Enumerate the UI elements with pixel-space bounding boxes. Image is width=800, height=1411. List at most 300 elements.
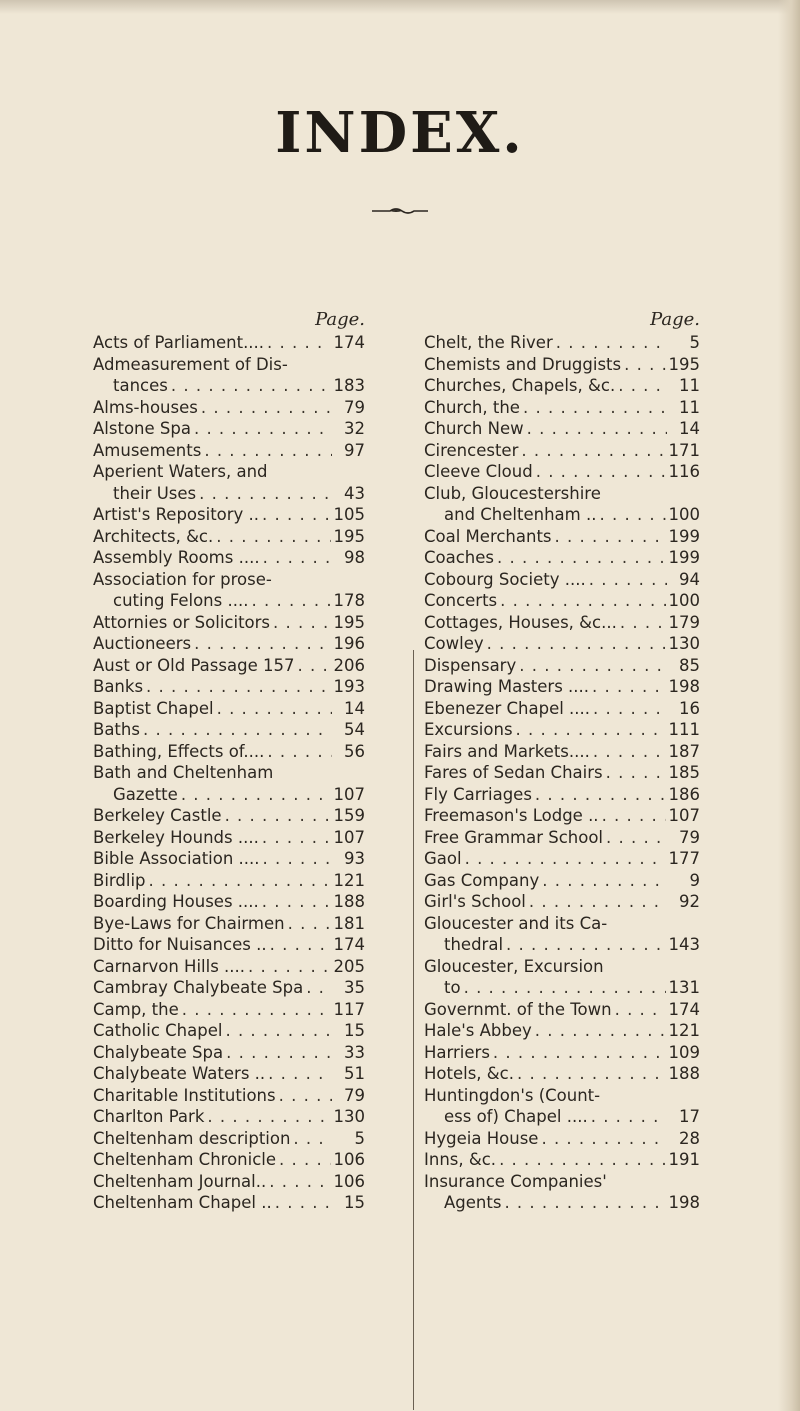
index-entry xyxy=(93,655,365,677)
entry-page-number: 185 xyxy=(668,763,700,782)
dot-leader xyxy=(535,784,666,806)
index-entry xyxy=(93,719,365,741)
dot-leader xyxy=(225,805,331,827)
entry-page-number: 56 xyxy=(344,741,365,761)
dot-leader xyxy=(273,612,330,634)
index-list-right xyxy=(424,332,700,1214)
index-entry xyxy=(93,418,365,440)
dot-leader xyxy=(194,418,332,440)
entry-text: thedral xyxy=(444,935,504,954)
entry-text: Governmt. of the Town xyxy=(424,999,612,1019)
dot-leader xyxy=(615,999,666,1021)
index-entry xyxy=(93,934,365,956)
entry-page-number: 16 xyxy=(679,698,700,718)
dot-leader xyxy=(306,977,332,999)
dot-leader xyxy=(555,526,666,548)
dot-leader xyxy=(251,590,330,612)
index-entry xyxy=(424,1149,700,1171)
entry-page-number: 94 xyxy=(679,569,700,589)
index-entry xyxy=(93,956,365,978)
entry-text: cuting Felons .... xyxy=(113,591,249,610)
column-divider xyxy=(413,650,414,1410)
entry-text: Churches, Chapels, &c. xyxy=(424,376,616,395)
entry-page-number: 32 xyxy=(344,419,365,438)
index-entry xyxy=(93,741,365,763)
entry-page-number: 198 xyxy=(668,1193,700,1212)
index-entry xyxy=(93,461,365,504)
entry-text: Alms-houses xyxy=(93,397,198,417)
dot-leader xyxy=(267,741,332,763)
index-entry xyxy=(424,483,700,526)
dot-leader xyxy=(263,848,332,870)
dot-leader xyxy=(497,547,665,569)
dot-leader xyxy=(207,1106,330,1128)
dot-leader xyxy=(620,612,666,634)
dot-leader xyxy=(267,332,330,354)
index-entry xyxy=(93,440,365,462)
index-entry xyxy=(424,397,700,419)
entry-text: Acts of Parliament.... xyxy=(93,333,265,352)
entry-page-number: 97 xyxy=(344,440,365,460)
entry-text: Chemists and Druggists xyxy=(424,354,622,374)
entry-text: Birdlip xyxy=(93,870,146,890)
entry-page-number: 79 xyxy=(344,397,365,417)
index-entry xyxy=(424,547,700,569)
index-entry xyxy=(424,1171,700,1214)
entry-text: Harriers xyxy=(424,1042,490,1062)
index-entry xyxy=(93,547,365,569)
entry-page-number: 174 xyxy=(333,935,365,954)
dot-leader xyxy=(293,1128,332,1150)
entry-page-number: 191 xyxy=(668,1150,700,1169)
entry-text: Dispensary xyxy=(424,655,517,675)
index-entry xyxy=(93,999,365,1021)
dot-leader xyxy=(536,461,666,483)
entry-text: Baths xyxy=(93,720,140,739)
entry-page-number: 98 xyxy=(344,548,365,567)
dot-leader xyxy=(487,633,666,655)
entry-page-number: 54 xyxy=(344,720,365,739)
entry-page-number: 107 xyxy=(333,784,365,804)
dot-leader xyxy=(493,1042,666,1064)
entry-text: Charitable Institutions xyxy=(93,1085,276,1105)
dot-leader xyxy=(279,1085,332,1107)
dot-leader xyxy=(618,375,667,397)
index-entry xyxy=(424,461,700,483)
index-entry xyxy=(424,956,700,999)
dot-leader xyxy=(204,440,332,462)
entry-text: Chalybeate Waters .. xyxy=(93,1064,266,1083)
entry-page-number: 100 xyxy=(668,505,700,524)
entry-text: Inns, &c. xyxy=(424,1150,497,1169)
entry-page-number: 107 xyxy=(668,806,700,825)
entry-page-number: 116 xyxy=(668,462,700,481)
dot-leader xyxy=(275,1192,332,1214)
entry-text: Fairs and Markets.... xyxy=(424,741,590,761)
index-entry xyxy=(424,440,700,462)
entry-page-number: 17 xyxy=(679,1107,700,1126)
entry-text: Banks xyxy=(93,677,144,696)
entry-text: Aust or Old Passage 157 xyxy=(93,655,295,675)
entry-text: Aperient Waters, and xyxy=(93,462,268,481)
entry-text: Boarding Houses .... xyxy=(93,892,259,911)
index-entry xyxy=(93,332,365,354)
entry-page-number: 117 xyxy=(333,999,365,1019)
entry-text: Cowley xyxy=(424,634,484,653)
entry-text: Association for prose- xyxy=(93,569,272,589)
entry-text: Gloucester, Excursion xyxy=(424,956,604,976)
entry-text: Cheltenham Journal.. xyxy=(93,1171,267,1191)
entry-text: to xyxy=(444,978,461,997)
page-column-label: Page. xyxy=(315,309,365,330)
entry-text: Ditto for Nuisances .. xyxy=(93,935,267,954)
entry-text: Hygeia House xyxy=(424,1128,539,1148)
index-entry xyxy=(424,418,700,440)
index-column-left xyxy=(93,308,365,1214)
entry-text: Charlton Park xyxy=(93,1107,205,1126)
index-entry xyxy=(93,1085,365,1107)
entry-text: Girl's School xyxy=(424,892,526,911)
dot-leader xyxy=(602,805,666,827)
index-entry xyxy=(93,913,365,935)
entry-text: Auctioneers xyxy=(93,634,192,653)
entry-page-number: 15 xyxy=(344,1021,365,1040)
entry-page-number: 159 xyxy=(333,806,365,825)
index-entry xyxy=(93,397,365,419)
entry-text: Baptist Chapel xyxy=(93,698,214,718)
entry-text: Gaol xyxy=(424,849,462,868)
index-entry xyxy=(93,612,365,634)
index-list-left xyxy=(93,332,365,1214)
entry-page-number: 171 xyxy=(668,440,700,460)
dot-leader xyxy=(624,354,665,376)
index-entry xyxy=(424,569,700,591)
entry-page-number: 111 xyxy=(668,720,700,739)
index-entry xyxy=(424,913,700,956)
index-entry xyxy=(93,977,365,999)
entry-text: Cheltenham Chronicle xyxy=(93,1150,277,1169)
entry-page-number: 79 xyxy=(679,827,700,847)
entry-text: Fares of Sedan Chairs xyxy=(424,763,603,782)
entry-text: Catholic Chapel xyxy=(93,1021,223,1040)
entry-page-number: 196 xyxy=(333,634,365,653)
entry-text: Bye-Laws for Chairmen xyxy=(93,913,285,933)
entry-page-number: 205 xyxy=(333,956,365,976)
dot-leader xyxy=(262,504,330,526)
entry-text: Hale's Abbey xyxy=(424,1021,532,1040)
index-entry xyxy=(424,375,700,397)
entry-text: Cambray Chalybeate Spa xyxy=(93,978,304,997)
index-entry xyxy=(424,1128,700,1150)
dot-leader xyxy=(542,870,667,892)
dot-leader xyxy=(217,698,332,720)
entry-text: Cirencester xyxy=(424,440,519,460)
index-entry xyxy=(424,633,700,655)
entry-text: Church New xyxy=(424,419,524,438)
entry-page-number: 92 xyxy=(679,892,700,911)
dot-leader xyxy=(279,1149,330,1171)
entry-page-number: 130 xyxy=(668,634,700,653)
entry-text: Coal Merchants xyxy=(424,526,552,546)
entry-page-number: 195 xyxy=(333,612,365,632)
index-entry xyxy=(93,827,365,849)
entry-page-number: 33 xyxy=(344,1042,365,1062)
dot-leader xyxy=(464,977,666,999)
entry-page-number: 188 xyxy=(668,1064,700,1083)
dot-leader xyxy=(262,891,331,913)
dot-leader xyxy=(606,762,666,784)
entry-text: Hotels, &c. xyxy=(424,1064,514,1083)
index-entry xyxy=(93,633,365,655)
entry-text: Bathing, Effects of.... xyxy=(93,741,265,761)
dot-leader xyxy=(541,1128,667,1150)
index-entry xyxy=(424,827,700,849)
dot-leader xyxy=(465,848,666,870)
entry-text: Amusements xyxy=(93,440,202,460)
entry-text: Insurance Companies' xyxy=(424,1171,607,1191)
index-entry xyxy=(93,526,365,548)
entry-page-number: 85 xyxy=(679,655,700,675)
dot-leader xyxy=(523,397,667,419)
entry-page-number: 143 xyxy=(668,935,700,954)
dot-leader xyxy=(268,1063,332,1085)
entry-page-number: 195 xyxy=(668,354,700,374)
entry-page-number: 131 xyxy=(668,978,700,997)
entry-text: Ebenezer Chapel .... xyxy=(424,698,591,718)
entry-text: Free Grammar School xyxy=(424,827,604,847)
dot-leader xyxy=(225,1020,332,1042)
entry-page-number: 11 xyxy=(679,397,700,417)
entry-text: Agents xyxy=(444,1193,502,1212)
entry-page-number: 193 xyxy=(333,677,365,696)
ornament-divider xyxy=(372,206,428,216)
entry-page-number: 206 xyxy=(333,655,365,675)
dot-leader xyxy=(262,827,331,849)
dot-leader xyxy=(519,655,667,677)
entry-page-number: 121 xyxy=(333,870,365,890)
entry-text: their Uses xyxy=(113,483,197,503)
entry-page-number: 51 xyxy=(344,1064,365,1083)
dot-leader xyxy=(248,956,330,978)
entry-page-number: 177 xyxy=(668,849,700,868)
entry-text: Attornies or Solicitors xyxy=(93,612,271,632)
index-entry xyxy=(93,676,365,698)
dot-leader xyxy=(535,1020,666,1042)
entry-text: Cleeve Cloud xyxy=(424,462,533,481)
entry-text: Assembly Rooms .... xyxy=(93,548,260,567)
entry-page-number: 121 xyxy=(668,1021,700,1040)
entry-page-number: 199 xyxy=(668,526,700,546)
index-entry xyxy=(424,1020,700,1042)
dot-leader xyxy=(216,526,330,548)
index-entry xyxy=(424,999,700,1021)
entry-text: Club, Gloucestershire xyxy=(424,483,601,503)
entry-text: Freemason's Lodge .. xyxy=(424,806,599,825)
entry-page-number: 199 xyxy=(668,548,700,567)
index-entry xyxy=(93,762,365,805)
entry-page-number: 5 xyxy=(354,1128,365,1148)
entry-text: Chelt, the River xyxy=(424,333,553,352)
index-entry xyxy=(424,354,700,376)
index-entry xyxy=(424,332,700,354)
index-entry xyxy=(93,870,365,892)
index-entry xyxy=(424,762,700,784)
entry-text: Excursions xyxy=(424,720,513,739)
entry-page-number: 93 xyxy=(344,849,365,868)
entry-text: Concerts xyxy=(424,591,498,610)
entry-page-number: 130 xyxy=(333,1107,365,1126)
dot-leader xyxy=(599,504,665,526)
entry-text: Coaches xyxy=(424,548,495,567)
entry-page-number: 28 xyxy=(679,1128,700,1148)
dot-leader xyxy=(201,397,332,419)
index-entry xyxy=(93,805,365,827)
entry-text: Admeasurement of Dis- xyxy=(93,354,288,374)
entry-text: Cheltenham Chapel .. xyxy=(93,1193,272,1212)
entry-page-number: 179 xyxy=(668,612,700,632)
dot-leader xyxy=(500,590,665,612)
index-entry xyxy=(424,676,700,698)
entry-text: Chalybeate Spa xyxy=(93,1042,224,1062)
index-entry xyxy=(93,1171,365,1193)
index-entry xyxy=(93,504,365,526)
entry-page-number: 14 xyxy=(344,698,365,718)
dot-leader xyxy=(263,547,332,569)
index-entry xyxy=(424,741,700,763)
entry-text: Fly Carriages xyxy=(424,784,532,804)
index-entry xyxy=(93,1063,365,1085)
entry-text: and Cheltenham .. xyxy=(444,505,597,524)
dot-leader xyxy=(589,569,667,591)
index-entry xyxy=(424,1042,700,1064)
index-entry xyxy=(424,1085,700,1128)
dot-leader xyxy=(527,418,667,440)
entry-text: Gloucester and its Ca- xyxy=(424,913,608,933)
index-entry xyxy=(424,784,700,806)
dot-leader xyxy=(226,1042,332,1064)
entry-page-number: 109 xyxy=(668,1042,700,1062)
entry-text: Alstone Spa xyxy=(93,419,191,438)
entry-page-number: 11 xyxy=(679,376,700,395)
index-column-right xyxy=(424,308,700,1214)
dot-leader xyxy=(504,1192,665,1214)
entry-page-number: 178 xyxy=(333,591,365,610)
index-entry xyxy=(424,590,700,612)
page-edge xyxy=(778,0,800,1411)
dot-leader xyxy=(181,784,331,806)
index-entry xyxy=(93,1020,365,1042)
entry-page-number: 174 xyxy=(668,999,700,1019)
dot-leader xyxy=(199,483,332,505)
entry-text: Church, the xyxy=(424,397,520,417)
entry-text: Bath and Cheltenham xyxy=(93,763,274,782)
entry-page-number: 15 xyxy=(344,1193,365,1212)
entry-text: Cheltenham description xyxy=(93,1128,291,1148)
index-entry xyxy=(424,526,700,548)
entry-page-number: 106 xyxy=(333,1171,365,1191)
entry-text: Huntingdon's (Count- xyxy=(424,1085,601,1105)
index-entry xyxy=(93,1149,365,1171)
index-entry xyxy=(424,870,700,892)
entry-text: Gazette xyxy=(113,784,178,804)
index-entry xyxy=(424,805,700,827)
entry-text: Architects, &c. xyxy=(93,526,214,546)
entry-text: ess of) Chapel .... xyxy=(444,1107,588,1126)
dot-leader xyxy=(592,676,665,698)
dot-leader xyxy=(606,827,667,849)
entry-text: Camp, the xyxy=(93,999,179,1019)
dot-leader xyxy=(593,698,667,720)
index-entry xyxy=(93,891,365,913)
entry-page-number: 188 xyxy=(333,892,365,911)
dot-leader xyxy=(194,633,330,655)
entry-page-number: 14 xyxy=(679,419,700,438)
page-title: INDEX. xyxy=(275,100,525,166)
entry-page-number: 195 xyxy=(333,526,365,546)
dot-leader xyxy=(149,870,331,892)
entry-page-number: 107 xyxy=(333,827,365,847)
entry-page-number: 35 xyxy=(344,978,365,997)
index-entry xyxy=(424,891,700,913)
dot-leader xyxy=(288,913,331,935)
dot-leader xyxy=(517,1063,666,1085)
index-entry xyxy=(93,1042,365,1064)
dot-leader xyxy=(146,676,330,698)
entry-page-number: 9 xyxy=(689,870,700,890)
index-entry xyxy=(424,698,700,720)
entry-page-number: 186 xyxy=(668,784,700,804)
index-entry xyxy=(93,698,365,720)
entry-page-number: 106 xyxy=(333,1150,365,1169)
page-column-label: Page. xyxy=(650,309,700,330)
entry-text: Carnarvon Hills .... xyxy=(93,956,246,976)
dot-leader xyxy=(593,741,666,763)
entry-page-number: 43 xyxy=(344,483,365,503)
entry-page-number: 183 xyxy=(333,376,365,395)
dot-leader xyxy=(521,440,665,462)
index-entry xyxy=(93,569,365,612)
entry-text: Cobourg Society .... xyxy=(424,569,586,589)
entry-page-number: 187 xyxy=(668,741,700,761)
dot-leader xyxy=(171,375,331,397)
index-entry xyxy=(93,354,365,397)
index-entry xyxy=(93,1128,365,1150)
entry-page-number: 174 xyxy=(333,333,365,352)
index-entry xyxy=(424,612,700,634)
page-top-shadow xyxy=(0,0,800,14)
dot-leader xyxy=(516,719,666,741)
entry-page-number: 5 xyxy=(689,333,700,352)
dot-leader xyxy=(143,719,332,741)
entry-page-number: 198 xyxy=(668,677,700,696)
dot-leader xyxy=(529,891,667,913)
entry-page-number: 79 xyxy=(344,1085,365,1105)
index-entry xyxy=(93,848,365,870)
index-entry xyxy=(93,1106,365,1128)
entry-text: Drawing Masters .... xyxy=(424,677,590,696)
dot-leader xyxy=(269,1171,330,1193)
index-entry xyxy=(424,655,700,677)
index-entry xyxy=(424,1063,700,1085)
dot-leader xyxy=(297,655,330,677)
entry-page-number: 100 xyxy=(668,591,700,610)
entry-page-number: 181 xyxy=(333,913,365,933)
dot-leader xyxy=(182,999,331,1021)
entry-text: Artist's Repository .. xyxy=(93,505,260,524)
dot-leader xyxy=(506,934,665,956)
entry-text: tances xyxy=(113,376,168,395)
index-entry xyxy=(93,1192,365,1214)
